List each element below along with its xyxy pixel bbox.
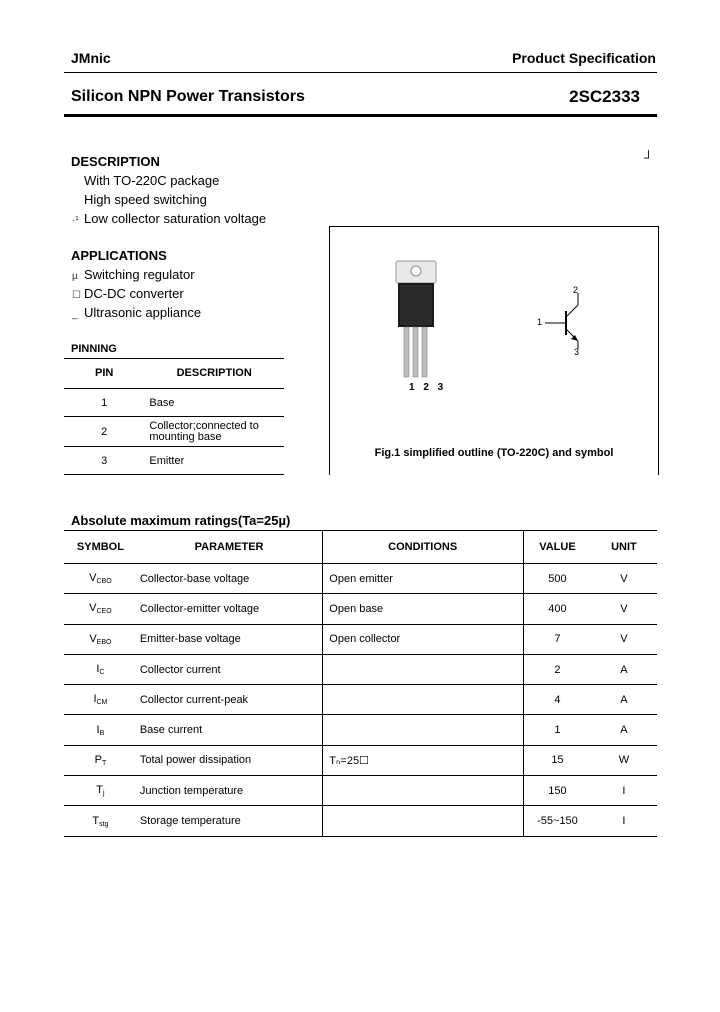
pin-number: 1: [64, 389, 144, 417]
symbol-subscript: T: [101, 759, 107, 767]
symbol-letter: I: [96, 723, 100, 736]
ratings-header-row: [64, 531, 657, 564]
unit-cell: V: [591, 594, 657, 624]
figure-caption: Fig.1 simplified outline (TO-220C) and symbol: [374, 447, 614, 459]
symbol-cell: [64, 654, 137, 684]
symbol-subscript: C: [99, 669, 105, 677]
symbol-letter: P: [94, 753, 102, 766]
bullet-mark: µ: [72, 271, 78, 282]
ratings-body: [64, 564, 657, 837]
application-item: [72, 286, 184, 301]
pin-description-text: Collector;connected to mounting base: [149, 419, 259, 443]
pin-number: 3: [64, 447, 144, 475]
parameter-cell: Collector current: [137, 654, 323, 684]
symbol-cell: [64, 715, 137, 745]
company-name: JMnic: [71, 50, 111, 66]
product-line-title: Silicon NPN Power Transistors: [71, 88, 305, 105]
value-cell: 7: [524, 624, 591, 654]
parameter-col-header: PARAMETER: [137, 531, 323, 564]
table-row: [64, 745, 657, 775]
symbol-cell: [64, 624, 137, 654]
value-col-header: VALUE: [524, 531, 591, 564]
value-cell: 15: [524, 745, 591, 775]
npn-transistor-symbol-icon: [540, 287, 600, 357]
conditions-cell: Open emitter: [323, 564, 524, 594]
ratings-heading: Absolute maximum ratings(Ta=25µ): [71, 513, 291, 528]
description-text: Low collector saturation voltage: [84, 211, 267, 226]
parameter-cell: Base current: [137, 715, 323, 745]
symbol-subscript: EBO: [96, 638, 112, 646]
pin-description: [144, 417, 284, 447]
ratings-table: [64, 530, 657, 837]
conditions-cell: Open collector: [323, 624, 524, 654]
symbol-pin-3-label: 3: [574, 347, 580, 357]
symbol-subscript: j: [103, 790, 105, 798]
description-text: With TO-220C package: [84, 173, 220, 188]
unit-cell: I: [591, 806, 657, 836]
table-row: [64, 389, 284, 417]
unit-cell: A: [591, 654, 657, 684]
conditions-cell: [323, 654, 524, 684]
pinning-table: [64, 358, 284, 475]
value-cell: 400: [524, 594, 591, 624]
table-row: [64, 654, 657, 684]
symbol-subscript: CEO: [96, 608, 112, 616]
conditions-cell: Open base: [323, 594, 524, 624]
symbol-col-header: SYMBOL: [64, 531, 137, 564]
symbol-cell: [64, 806, 137, 836]
table-row: [64, 685, 657, 715]
description-heading: DESCRIPTION: [71, 154, 160, 169]
unit-cell: V: [591, 624, 657, 654]
parameter-cell: Collector-base voltage: [137, 564, 323, 594]
conditions-cell: [323, 715, 524, 745]
symbol-cell: [64, 745, 137, 775]
symbol-letter: V: [89, 572, 97, 585]
symbol-letter: I: [96, 663, 100, 676]
value-cell: 4: [524, 685, 591, 715]
unit-cell: A: [591, 685, 657, 715]
description-item: [72, 192, 207, 207]
conditions-cell: [323, 776, 524, 806]
table-row: [64, 564, 657, 594]
parameter-cell: Total power dissipation: [137, 745, 323, 775]
value-cell: 2: [524, 654, 591, 684]
to220-package-image: [388, 259, 448, 379]
corner-mark: ┘: [644, 150, 654, 165]
symbol-letter: V: [89, 632, 97, 645]
conditions-cell: [323, 685, 524, 715]
header-rule: [64, 72, 657, 73]
applications-heading: APPLICATIONS: [71, 248, 167, 263]
pin-number: 2: [64, 417, 144, 447]
conditions-cell: Tₙ=25☐: [323, 745, 524, 775]
application-text: Ultrasonic appliance: [84, 305, 202, 320]
symbol-cell: [64, 776, 137, 806]
unit-cell: W: [591, 745, 657, 775]
title-rule: [64, 114, 657, 117]
pin-desc-col-header: DESCRIPTION: [144, 358, 284, 389]
parameter-cell: Junction temperature: [137, 776, 323, 806]
value-cell: 500: [524, 564, 591, 594]
description-item: [72, 173, 219, 188]
application-text: Switching regulator: [84, 267, 195, 282]
table-row: [64, 594, 657, 624]
pin-description: Emitter: [144, 447, 284, 475]
figure-box: [329, 226, 659, 475]
description-text: High speed switching: [84, 192, 207, 207]
symbol-subscript: stg: [99, 820, 109, 828]
table-row: [64, 806, 657, 836]
table-row: [64, 776, 657, 806]
symbol-pin-2-label: 2: [573, 285, 579, 295]
value-cell: 1: [524, 715, 591, 745]
bullet-mark: ☐: [72, 290, 81, 301]
conditions-cell: [323, 806, 524, 836]
value-cell: -55~150: [524, 806, 591, 836]
conditions-col-header: CONDITIONS: [323, 531, 524, 564]
symbol-pin-1-label: 1: [537, 317, 543, 327]
symbol-subscript: B: [99, 729, 105, 737]
application-item: [72, 267, 195, 282]
parameter-cell: Storage temperature: [137, 806, 323, 836]
table-row: [64, 624, 657, 654]
unit-cell: I: [591, 776, 657, 806]
pinning-heading: PINNING: [71, 343, 117, 355]
parameter-cell: Collector current-peak: [137, 685, 323, 715]
pin-col-header: PIN: [64, 358, 144, 389]
symbol-subscript: CM: [96, 699, 108, 707]
symbol-letter: I: [93, 693, 97, 706]
application-text: DC-DC converter: [84, 286, 184, 301]
application-item: [72, 305, 201, 320]
symbol-subscript: CBO: [96, 578, 112, 586]
table-row: [64, 447, 284, 475]
symbol-cell: [64, 594, 137, 624]
part-number: 2SC2333: [569, 87, 640, 106]
parameter-cell: Collector-emitter voltage: [137, 594, 323, 624]
table-row: [64, 715, 657, 745]
doc-type: Product Specification: [512, 50, 656, 66]
bullet-mark: _: [72, 309, 78, 320]
parameter-cell: Emitter-base voltage: [137, 624, 323, 654]
pinning-header-row: [64, 358, 284, 389]
unit-cell: A: [591, 715, 657, 745]
symbol-letter: T: [96, 784, 103, 797]
unit-col-header: UNIT: [591, 531, 657, 564]
bullet-mark: ·¹: [72, 215, 79, 226]
pin-description: Base: [144, 389, 284, 417]
symbol-letter: T: [92, 814, 100, 827]
symbol-cell: [64, 564, 137, 594]
symbol-cell: [64, 685, 137, 715]
description-item: [72, 211, 266, 226]
package-pin-labels: 1 2 3: [409, 382, 447, 393]
unit-cell: V: [591, 564, 657, 594]
table-row: [64, 417, 284, 447]
symbol-letter: V: [89, 602, 97, 615]
value-cell: 150: [524, 776, 591, 806]
